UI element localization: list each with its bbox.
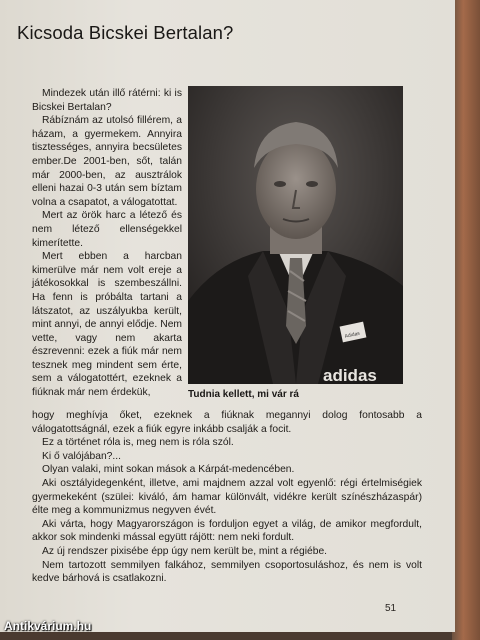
- page-number: 51: [385, 603, 397, 614]
- svg-text:Adidas: Adidas: [344, 330, 361, 340]
- watermark: Antikvárium.hu: [4, 619, 92, 633]
- paragraph: Ki ő valójában?...: [42, 450, 121, 462]
- jacket-logo-text: adidas: [323, 366, 377, 384]
- paragraph: Aki osztályidegenként, illetve, ami majdnem azzal volt egyenlő: régi értelmiségiek gyermekeként (szülei: kiváló, ám hamar különvált, vidékre került színészházaspár) élte meg a kommunizmus negyven évét.: [32, 477, 422, 517]
- paragraph: Nem tartozott semmilyen falkához, semmilyen csoportosuláshoz, és nem is volt kedve bárhová is csatlakozni.: [32, 559, 422, 585]
- paragraph: Mindezek után illő rátérni: ki is Bicskei Bertalan?: [32, 88, 182, 113]
- paragraph: Mert ebben a harcban kimerülve már nem volt ereje a játékosokkal is szembeszállni. Ha fenn is próbálta tartani a látszatot, az uszályukba került, mint annyi, de annyi elődje. Nem vette, vagy nem akarta észrevenni: ezek a fiúk már nem tesznek meg mindent sem érte, sem a válogatottért, ezeknek a fiúknak már nem érdekük,: [32, 251, 182, 399]
- left-text-column: [32, 87, 182, 400]
- book-edge: [452, 0, 480, 640]
- article-title: Kicsoda Bicskei Bertalan?: [17, 22, 234, 43]
- paragraph: Aki várta, hogy Magyarországon is forduljon egyet a világ, de amikor megfordult, akkor sok mindenki mással együtt rájött: nem neki fordult.: [32, 518, 422, 544]
- paragraph: Olyan valaki, mint sokan mások a Kárpát-medencében.: [42, 464, 295, 476]
- paragraph: Az új rendszer pixisébe épp úgy nem került be, mint a régiébe.: [42, 545, 328, 557]
- photo-caption: Tudnia kellett, mi vár rá: [188, 389, 299, 400]
- paragraph: Mert az örök harc a létező és nem létező ellenségekkel kimerítette.: [32, 210, 182, 249]
- full-width-text: [32, 409, 422, 586]
- portrait-photo: [188, 86, 403, 384]
- paragraph: Rábíznám az utolsó fillérem, a házam, a gyermekem. Annyira tisztességes, annyira becsületes ember.De 2001-ben, sőt, talán már 2000-ben, az ausztrálok elleni hazai 0-3 után sem bíztam volna a csapatot, a válogatottat.: [32, 115, 182, 208]
- portrait-illustration: [188, 86, 403, 384]
- paragraph: hogy meghívja őket, ezeknek a fiúknak megannyi dolog fontosabb a válogatottságnál, ezek a fiúk egyre inkább csalják a focit.: [32, 410, 422, 435]
- paragraph: Ez a történet róla is, meg nem is róla szól.: [42, 437, 234, 449]
